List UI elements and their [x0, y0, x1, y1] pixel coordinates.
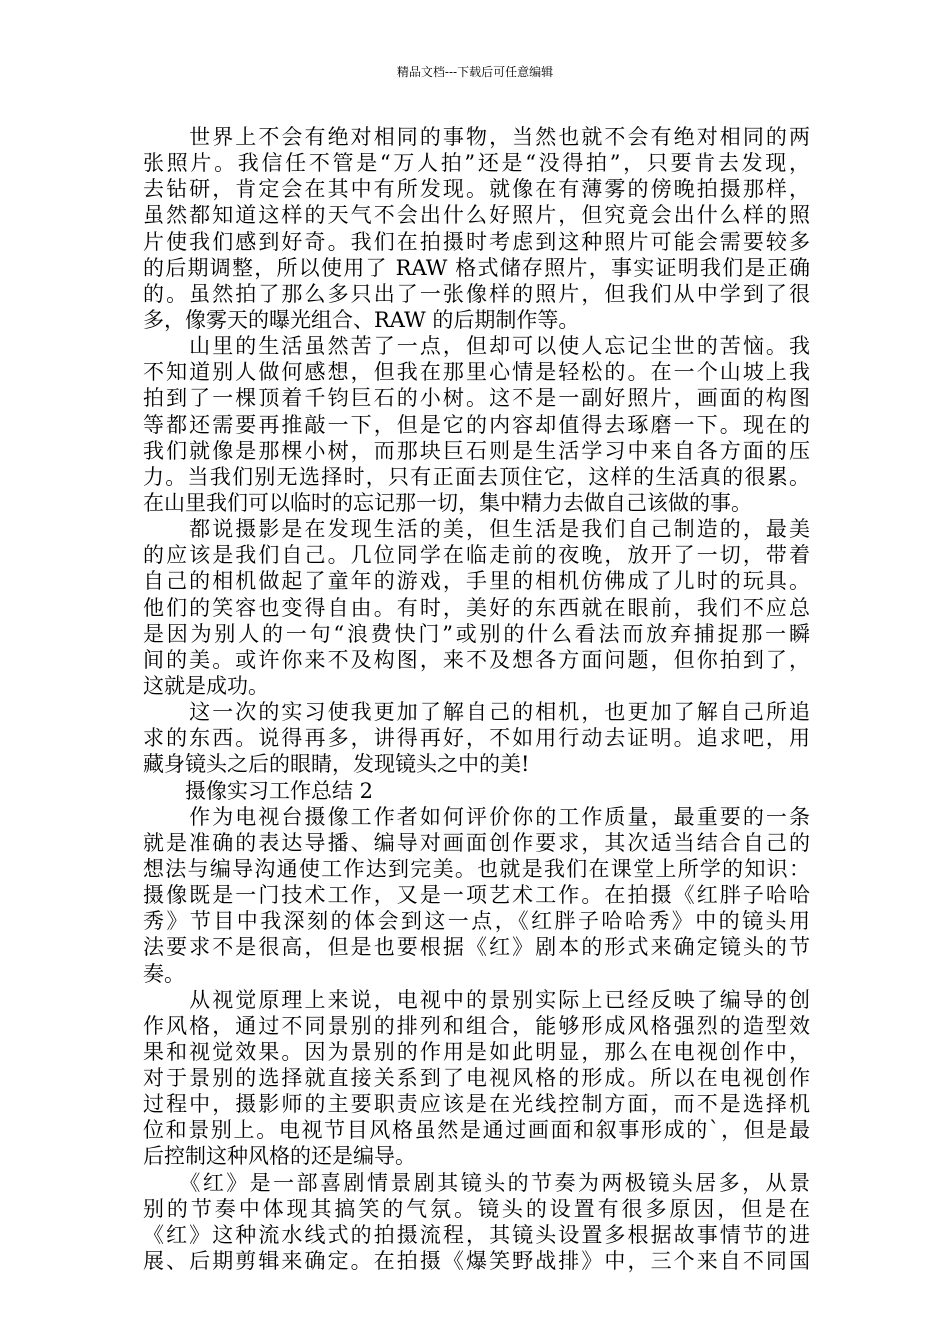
text-line: 等都还需要再推敲一下，但是它的内容却值得去琢磨一下。现在的: [143, 412, 810, 437]
text-line: 世界上不会有绝对相同的事物，当然也就不会有绝对相同的两: [143, 125, 810, 149]
text-line: 自己的相机做起了童年的游戏，手里的相机仿佛成了儿时的玩具。: [143, 569, 810, 594]
text-line: 这一次的实习使我更加了解自己的相机，也更加了解自己所追: [143, 700, 810, 725]
text-line: 虽然都知道这样的天气不会出什么好照片，但究竟会出什么样的照: [143, 203, 810, 228]
text-line: 别的节奏中体现其搞笑的气氛。镜头的设置有很多原因，但是在: [143, 1196, 810, 1221]
text-line: 的应该是我们自己。几位同学在临走前的夜晚，放开了一切，带着: [143, 543, 810, 568]
text-line: 想法与编导沟通使工作达到完美。也就是我们在课堂上所学的知识：: [143, 856, 810, 881]
text-line: 力。当我们别无选择时，只有正面去顶住它，这样的生活真的很累。: [143, 464, 810, 489]
text-line: 间的美。或许你来不及构图，来不及想各方面问题，但你拍到了，: [143, 647, 810, 672]
text-line: 位和景别上。电视节目风格虽然是通过画面和叙事形成的`，但是最: [143, 1118, 810, 1143]
text-line: 摄像实习工作总结 2: [143, 778, 374, 803]
text-line: 《红》是一部喜剧情景剧其镜头的节奏为两极镜头居多，从景: [143, 1170, 810, 1195]
text-line: 拍到了一棵顶着千钧巨石的小树。这不是一副好照片，画面的构图: [143, 386, 810, 411]
text-line: 的后期调整，所以使用了 RAW 格式储存照片，事实证明我们是正确: [143, 255, 810, 280]
text-line: 他们的笑容也变得自由。有时，美好的东西就在眼前，我们不应总: [143, 595, 810, 620]
text-line: 求的东西。说得再多，讲得再好，不如用行动去证明。追求吧，用: [143, 726, 810, 751]
text-line: 《红》这种流水线式的拍摄流程，其镜头设置多根据故事情节的进: [143, 1222, 810, 1247]
text-line: 后控制这种风格的还是编导。: [143, 1144, 416, 1169]
page-header: 精品文档---下载后可任意编辑: [396, 65, 554, 79]
text-line: 在山里我们可以临时的忘记那一切，集中精力去做自己该做的事。: [143, 490, 752, 515]
document-body: [143, 124, 810, 1274]
text-line: 不知道别人做何感想，但我在那里心情是轻松的。在一个山坡上我: [143, 360, 810, 385]
text-line: 展、后期剪辑来确定。在拍摄《爆笑野战排》中，三个来自不同国: [143, 1249, 810, 1274]
text-line: 就是准确的表达导播、编导对画面创作要求，其次适当结合自己的: [143, 830, 810, 855]
text-line: 张照片。我信任不管是“万人拍”还是“没得拍”，只要肯去发现，: [143, 151, 810, 176]
text-line: 藏身镜头之后的眼睛，发现镜头之中的美!: [143, 752, 530, 777]
text-line: 多，像雾天的曝光组合、RAW 的后期制作等。: [143, 307, 580, 332]
text-line: 这就是成功。: [143, 673, 269, 698]
text-line: 山里的生活虽然苦了一点，但却可以使人忘记尘世的苦恼。我: [143, 334, 810, 359]
text-line: 作风格，通过不同景别的排列和组合，能够形成风格强烈的造型效: [143, 1013, 810, 1038]
text-line: 奏。: [143, 961, 185, 986]
text-line: 摄像既是一门技术工作，又是一项艺术工作。在拍摄《红胖子哈哈: [143, 883, 810, 908]
text-line: 从视觉原理上来说，电视中的景别实际上已经反映了编导的创: [143, 987, 810, 1012]
text-line: 果和视觉效果。因为景别的作用是如此明显，那么在电视创作中，: [143, 1039, 810, 1064]
text-line: 过程中，摄影师的主要职责应该是在光线控制方面，而不是选择机: [143, 1092, 810, 1117]
text-line: 法要求不是很高，但是也要根据《红》剧本的形式来确定镜头的节: [143, 935, 810, 960]
text-line: 的。虽然拍了那么多只出了一张像样的照片，但我们从中学到了很: [143, 281, 810, 306]
text-line: 都说摄影是在发现生活的美，但生活是我们自己制造的，最美: [143, 517, 810, 542]
text-line: 片使我们感到好奇。我们在拍摄时考虑到这种照片可能会需要较多: [143, 229, 810, 254]
text-line: 作为电视台摄像工作者如何评价你的工作质量，最重要的一条: [143, 804, 810, 829]
text-line: 对于景别的选择就直接关系到了电视风格的形成。所以在电视创作: [143, 1066, 810, 1091]
text-line: 去钻研，肯定会在其中有所发现。就像在有薄雾的傍晚拍摄那样，: [143, 177, 810, 202]
text-line: 秀》节目中我深刻的体会到这一点，《红胖子哈哈秀》中的镜头用: [143, 909, 810, 934]
text-line: 我们就像是那棵小树，而那块巨石则是生活学习中来自各方面的压: [143, 438, 810, 463]
text-line: 是因为别人的一句“浪费快门”或别的什么看法而放弃捕捉那一瞬: [143, 621, 810, 646]
